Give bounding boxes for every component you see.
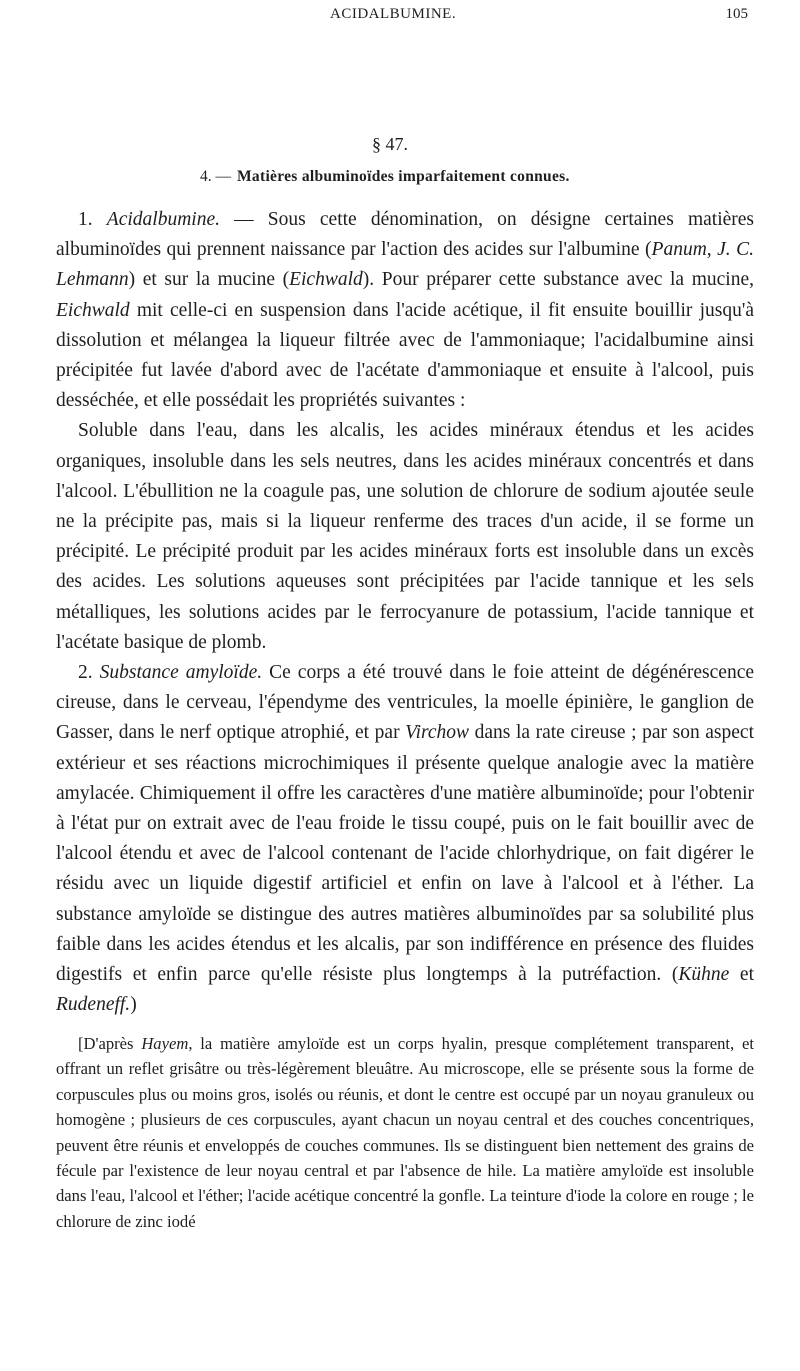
text-run: [D'après: [78, 1034, 142, 1053]
subsection-heading: [200, 168, 570, 186]
text-run: dans la rate cireuse ; par son aspect extérieur et ses réactions microchimiques il présente quelque analogie avec la matière amylacée. Chimiquement il offre les caractères d'une matière albuminoïde; pour l'obtenir à l'état pur on extrait avec de l'eau froide le tissu coupé, puis on le fait bouillir avec de l'alcool étendu et avec de l'alcool contenant de l'acide chlorhydrique, on fait digérer le résidu avec un liquide digestif artificiel et enfin on lave à l'alcool et à l'éther. La substance amyloïde se distingue des autres matières albuminoïdes par sa solubilité plus faible dans les acides étendus et les alcalis, par son indifférence en présence des fluides digestifs et enfin parce qu'elle résiste plus longtemps à la putréfaction. (: [56, 722, 754, 986]
text-run: ) et sur la mucine (: [128, 269, 290, 291]
main-text: [56, 205, 754, 1020]
text-run: Ce corps a été trouvé dans le foie atteint de dégénérescence cireuse, dans le cerveau, l'épendyme des ventricules, la moelle épinière, le ganglion de Gasser, dans le nerf optique atrophié, et par: [56, 662, 755, 744]
item-number: 1.: [78, 209, 107, 230]
note-paragraph: [56, 1031, 754, 1234]
text-run: ): [130, 994, 137, 1016]
subsection-title: Matières albuminoïdes imparfaitement connues.: [237, 168, 570, 185]
page-number: 105: [725, 6, 748, 22]
bracketed-note: [56, 1031, 754, 1234]
paragraph-properties: Soluble dans l'eau, dans les alcalis, les acides minéraux étendus et les acides organiques, insoluble dans les sels neutres, dans les acides minéraux concentrés et dans l'alcool. L'ébullition ne la coagule pas, une solution de chlorure de sodium ajoutée seule ne la précipite pas, mais si la liqueur renferme des traces d'un acide, il se forme un précipité. Le précipité produit par les acides minéraux forts est insoluble dans un excès des acides. Les solutions aqueuses sont précipitées par l'acide tannique et les sels métalliques, les solutions acides par le ferrocyanure de potassium, l'acide tannique et l'acétate basique de plomb.: [56, 420, 754, 653]
author-reference: Virchow: [405, 722, 470, 744]
section-number: § 47.: [372, 134, 408, 154]
author-reference: Panum, J. C. Lehmann: [56, 239, 754, 291]
text-run: ). Pour préparer cette substance avec la mucine,: [362, 269, 754, 291]
running-header: ACIDALBUMINE.: [330, 6, 457, 22]
paragraph-acidalbumine: [56, 205, 754, 416]
author-reference: Kühne: [678, 964, 730, 986]
item-term: Acidalbumine.: [106, 209, 220, 230]
author-reference: Eichwald: [56, 299, 130, 321]
author-reference: Eichwald: [289, 269, 363, 291]
text-run: et: [729, 964, 754, 986]
text-run: — Sous cette dénomination, on désigne certaines matières albuminoïdes qui prennent naissance par l'action des acides sur l'albumine (: [56, 209, 755, 261]
item-term: Substance amyloïde.: [99, 662, 263, 684]
author-reference: Rudeneff.: [56, 994, 131, 1016]
paragraph-substance-amyloide: [56, 658, 754, 1020]
item-number: 2.: [78, 662, 100, 684]
author-reference: Hayem: [141, 1034, 189, 1053]
subsection-number: 4. —: [200, 168, 231, 185]
text-run: mit celle-ci en suspension dans l'acide acétique, il fit ensuite bouillir jusqu'à dissolution et mélangea la liqueur filtrée avec de l'ammoniaque; l'acidalbumine ainsi précipitée fut lavée d'abord avec de l'acétate d'ammoniaque et ensuite à l'alcool, puis desséchée, et elle possédait les propriétés suivantes :: [56, 299, 754, 412]
text-run: , la matière amyloïde est un corps hyalin, presque complétement transparent, et offrant un reflet grisâtre ou très-légèrement bleuâtre. Au microscope, elle se présente sous la forme de corpuscules plus ou moins gros, isolés ou réunis, et dont le centre est occupé par un noyau granuleux ou homogène ; plusieurs de ces corpuscules, ayant chacun un noyau central et des couches concentriques, peuvent être réunis et enveloppés de couches communes. Ils se distinguent bien nettement des grains de fécule par l'existence de leur noyau central et par l'absence de hile. La matière amyloïde est insoluble dans l'eau, l'alcool et l'éther; l'acide acétique concentré la gonfle. La teinture d'iode la colore en rouge ; le chlorure de zinc iodé: [56, 1034, 754, 1231]
